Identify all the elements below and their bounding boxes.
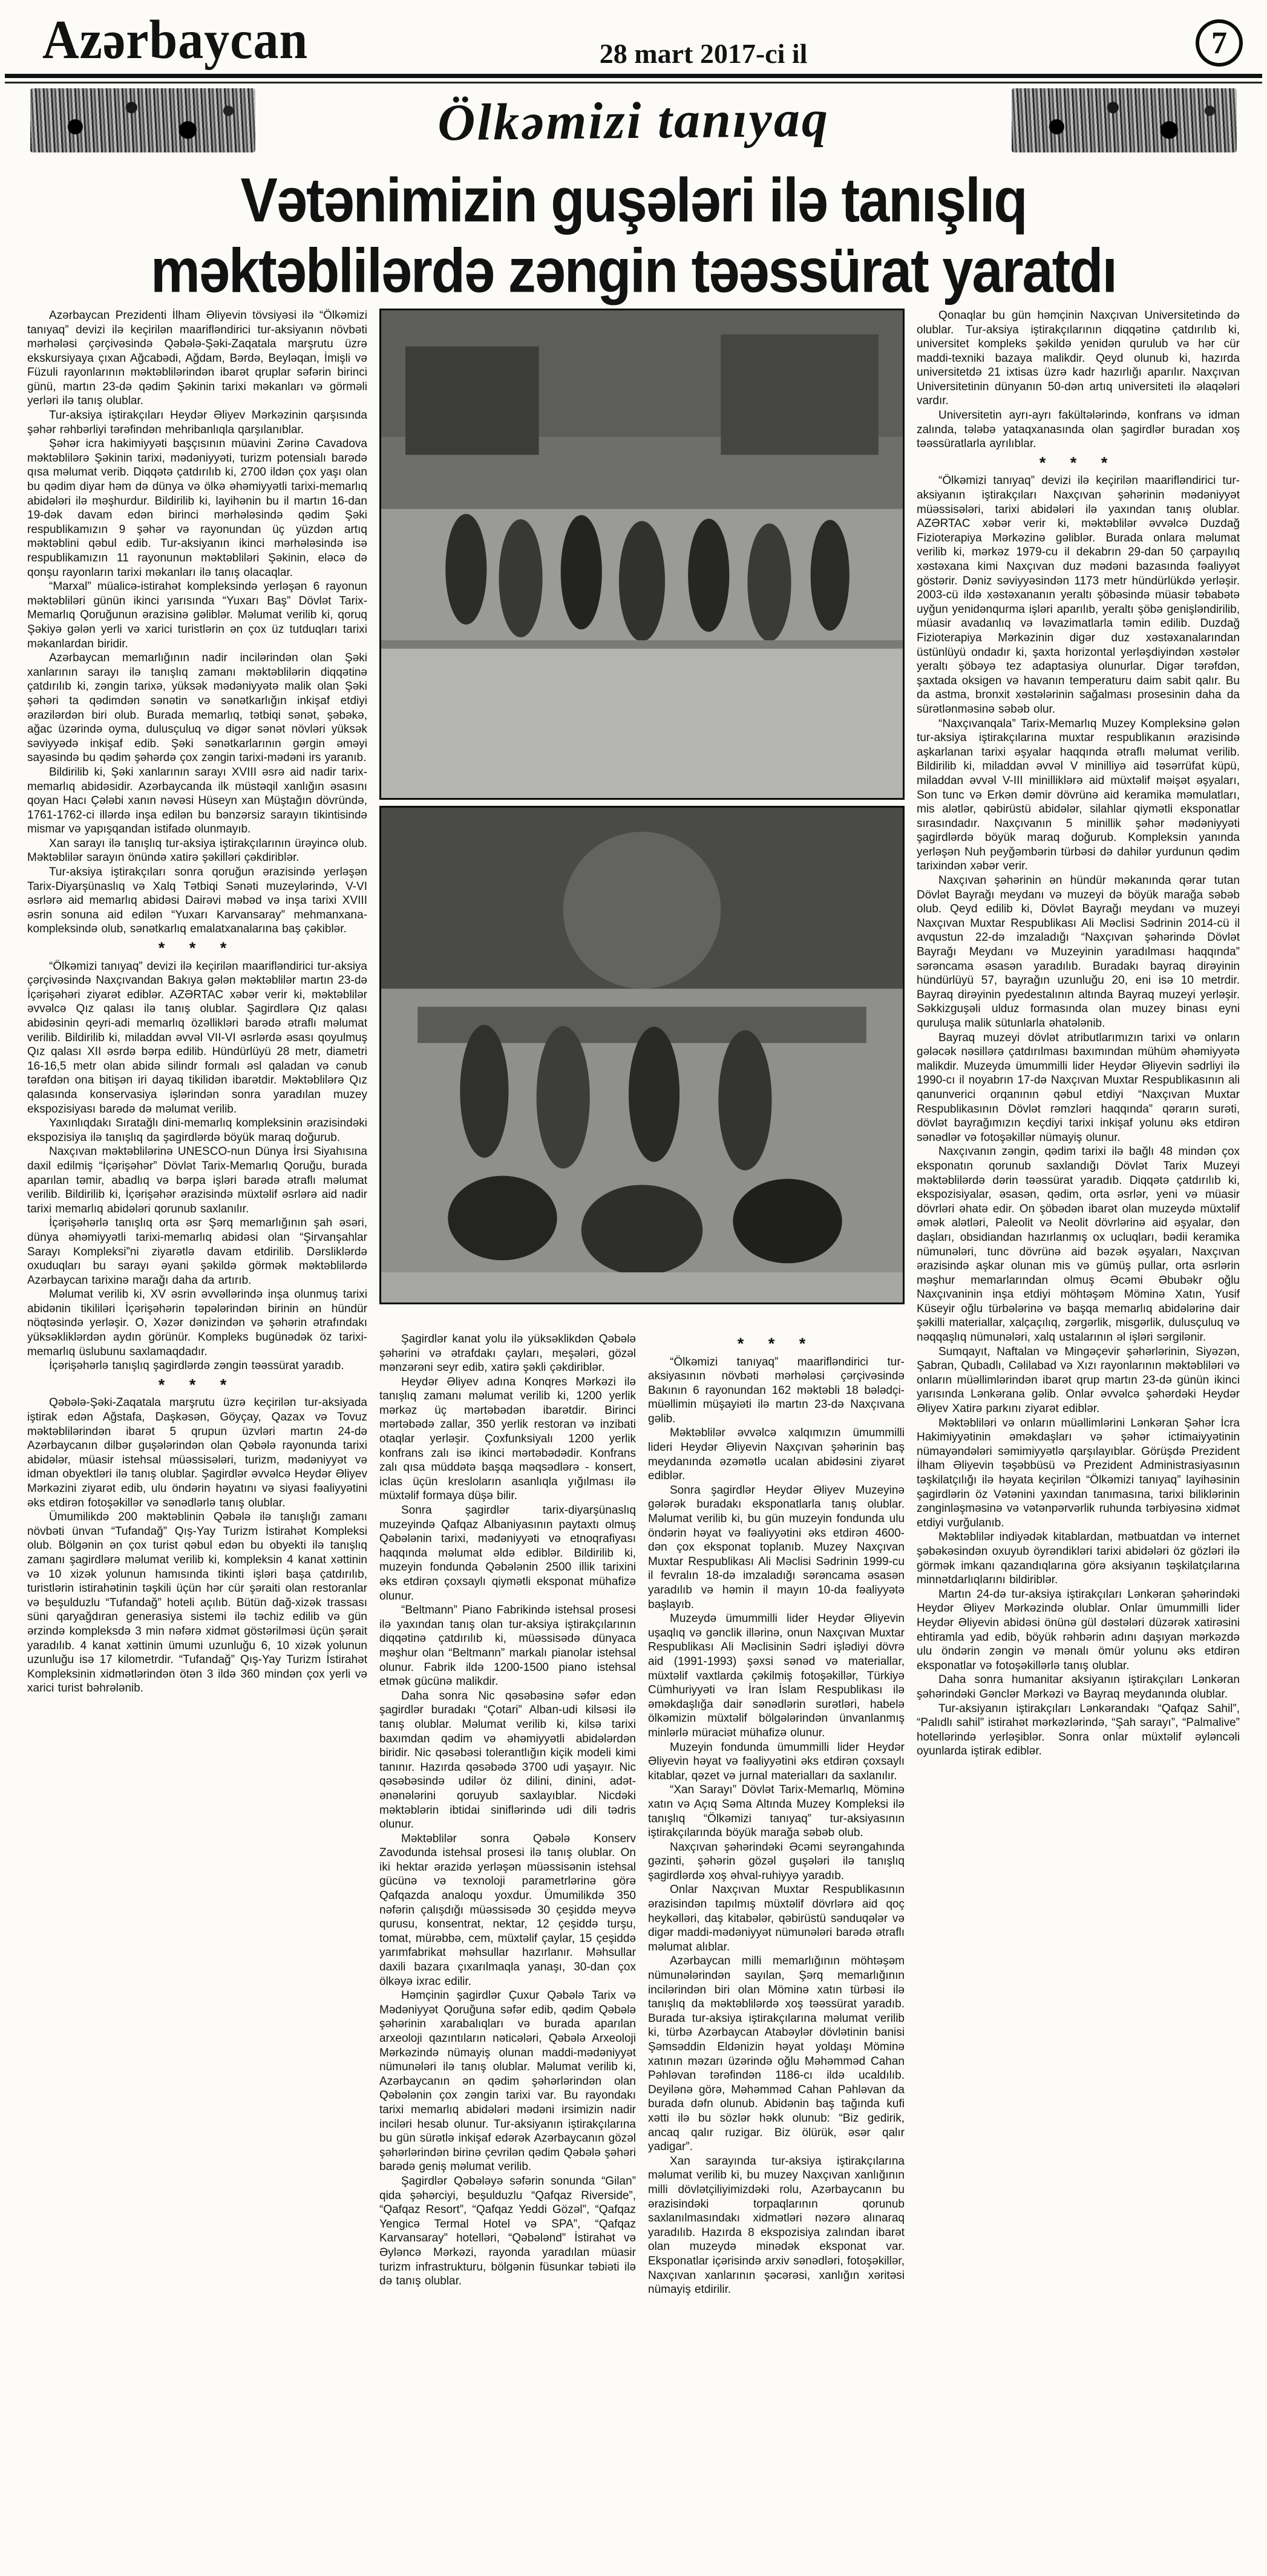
paragraph: Azərbaycan Prezidenti İlham Əliyevin tövsiyəsi ilə “Ölkəmizi tanıyaq” devizi ilə keçirilən maarifləndirici tur-aksiyanın növbəti mərhələsi çərçivəsində Qəbələ-Şəki-Zaqatala marşrutu üzrə ekskursiyaya çıxan Ağcabədi, Ağdam, Bərdə, Beyləqan, İmişli və Füzuli rayonlarının məktəblilərindən ibarət qruplar səfərin birinci günü, martın 23-də qədim Şəkinin tarixi məkanları və görməli yerləri ilə tanış olublar. [27, 309, 367, 408]
photo-crowd-walking-image [381, 310, 903, 798]
issue-date: 28 mart 2017-ci il [599, 38, 808, 69]
paragraph: Sonra şagirdlər Heydər Əliyev Muzeyinə gələrək buradakı eksponatlarla tanış olublar. Məlumat verilib ki, bu gün muzeyin fondunda ulu öndərin həyat və fəaliyyətini əks etdirən 4600-dən çox eksponat toplanıb. Muzey Naxçıvan Muxtar Respublikası Ali Məclisi Sədrinin 1999-cu il fevralın 18-də imzaladığı sərəncama əsasən yaradılıb və həmin il mayın 10-da fəaliyyətə başlayıb. [648, 1483, 905, 1611]
paragraph: Xan sarayı ilə tanışlıq tur-aksiya iştirakçılarının ürəyincə olub. Məktəblilər sarayın önündə xatirə şəkilləri çəkdiriblər. [27, 837, 367, 865]
banner-title: Ölkəmizi tanıyaq [437, 89, 830, 152]
paragraph: Naxçıvan şəhərinin ən hündür məkanında qərar tutan Dövlət Bayrağı meydanı və muzeyi də böyük marağa səbəb olub. Qeyd edilib ki, Dövlət Bayrağı meydanı və muzeyi Naxçıvan Muxtar Respublikası Ali Məclisi Sədrinin 2014-cü il avqustun 22-də imzaladığı “Naxçıvan şəhərində Dövlət Bayrağı Meydanı və Muzeyinin yaradılması haqqında” sərəncama əsasən yaradılıb. Buradakı bayraq dirəyinin hündürlüyü 57, bayrağın uzunluğu 20, eni isə 10 metrdir. Bayraq dirəyinin pyedestalının altında Bayraq muzeyi yerləşir. Səkkizguşəli ulduz formasında olan muzey binası eyni quruluşa malik sütunlarla əhatələnib. [917, 874, 1240, 1030]
banner-engraving-right [1012, 88, 1237, 152]
text-column-3 [648, 1332, 905, 2297]
paragraph: Tur-aksiyanın iştirakçıları Lənkərandakı “Qafqaz Sahil”, “Palıdlı sahil” istirahət mərkəzlərində, “Şah sarayı”, “Palmalive” hotellərində yerləşiblər. Sonra onlar müxtəlif əyləncəli oyunlarda iştirak ediblər. [917, 1702, 1240, 1758]
paragraph: Həmçinin şagirdlər Çuxur Qəbələ Tarix və Mədəniyyət Qoruğuna səfər edib, qədim Qəbələ şəhərinin xarabalıqları və burada aparılan arxeoloji qazıntıların nəticələri, Qəbələ Arxeoloji Mərkəzində nümayiş olunan maddi-mədəniyyət nümunələri ilə tanış olublar. Məlumat verilib ki, Azərbaycanın ən qədim şəhərlərindən olan Qəbələnin çox zəngin tarixi var. Bu rayondakı tarixi memarlıq abidələri mədəni irsimizin nadir inciləri hesab olunur. Tur-aksiyanın iştirakçılarına bu gün sürətlə inkişaf edərək Azərbaycanın gözəl şəhərlərindən birinə çevrilən qədim Qəbələ şəhəri barədə geniş məlumat verilib. [379, 1989, 636, 2174]
paragraph: Azərbaycan memarlığının nadir incilərindən olan Şəki xanlarının sarayı ilə tanışlıq zamanı məktəblilərin diqqətinə çatdırılıb ki, zəngin tarixə, yüksək mədəniyyətə malik olan Şəki şəhəri ta qədimdən sənətin və sənətkarlığın inkişaf etdiyi ərazilərdən biri olub. Burada memarlıq, tətbiqi sənət, şəbəkə, ağac üzərində oyma, dulusçuluq və digər sənət növləri yüksək səviyyədə inkişaf edib. Şəki sənətkarlarının gərgin əməyi sayəsində bu qədim şəhərdə çox zəngin tarixi-mədəni irs yaranıb. [27, 652, 367, 765]
paragraph: “Ölkəmizi tanıyaq” maarifləndirici tur-aksiyasının növbəti mərhələsi çərçivəsində Bakının 6 rayonundan 162 məktəbli 18 bələdçi-müəllimin müşayiəti ilə martın 23-də Naxçıvana gəlib. [648, 1355, 905, 1425]
headline-line-2: məktəblilərdə zəngin təəssürat yaratdı [151, 236, 1116, 306]
banner-engraving-left [30, 88, 255, 152]
paragraph: Tur-aksiya iştirakçıları sonra qoruğun ərazisində yerləşən Tarix-Diyarşünaslıq və Xalq Tətbiqi Sənəti muzeylərində, V-VI əsrlərə aid memarlıq abidəsi Dairəvi məbəd və inşa tarixi XVIII əsrin sonuna aid edilən “Yuxarı Karvansaray” mehmanxana-kompleksində olub, sənətkarlıq emalatxanalarına baş çəkiblər. [27, 866, 367, 936]
section-separator: * * * [1039, 453, 1118, 472]
paragraph: Şagirdlər kanat yolu ilə yüksəklikdən Qəbələ şəhərini və ətrafdakı çayları, meşələri, gözəl mənzərəni seyr edib, xatirə şəkli çəkdiriblər. [379, 1332, 636, 1375]
section-separator: * * * [737, 1334, 816, 1353]
article-headline [18, 166, 1249, 307]
paragraph: Xan sarayında tur-aksiya iştirakçılarına məlumat verilib ki, bu muzey Naxçıvan xanlığının milli dövlətçiliyimizdəki rolu, Azərbaycanın bu ərazisindəki torpaqlarının qorunub saxlanılmasındakı xidmətləri nəzərə alınaraq yaradılıb. Hazırda 8 ekspozisiya zalından ibarət olan muzeydə minədək eksponat var. Eksponatlar içərisində arxiv sənədləri, fotoşəkillər, Naxçıvan xanlarının şəcərəsi, xanlığın xəritəsi nümayiş etdirilir. [648, 2154, 905, 2296]
paragraph: Heydər Əliyev adına Konqres Mərkəzi ilə tanışlıq zamanı məlumat verilib ki, 1200 yerlik mərkəz üç mərtəbədən ibarətdir. Birinci mərtəbədə zallar, 350 yerlik restoran və inzibati otaqlar yerləşir. Çoxfunksiyalı 1200 yerlik konfrans zalı isə ikinci mərtəbədədir. Konfrans zalı qısa müddətə başqa məqsədlərə - konsert, iclas üçün kresloların asanlıqla yığılması ilə müxtəlif formaya düşə bilir. [379, 1375, 636, 1503]
paragraph: Sonra şagirdlər tarix-diyarşünaslıq muzeyində Qafqaz Albaniyasının paytaxtı olmuş Qəbələnin tarixi, mədəniyyəti və etnoqrafiyası haqqında məlumat əldə ediblər. Bildirilib ki, muzeyin fondunda Qəbələnin 2500 illik tarixini əks etdirən çoxsaylı qiymətli eksponat mühafizə olunur. [379, 1504, 636, 1603]
text-column-2 [379, 1332, 636, 2297]
page-number-badge [1196, 19, 1243, 67]
paragraph: Bayraq muzeyi dövlət atributlarımızın tarixi və onların gələcək nəsillərə çatdırılması baxımından mühüm əhəmiyyətə malikdir. Muzeydə ümummilli lider Heydər Əliyevin sədrliyi ilə 1990-cı il noyabrın 17-də Naxçıvan Muxtar Respublikasının ali qanunverici orqanının qəbul etdiyi “Naxçıvan Muxtar Respublikasının Dövlət rəmzləri haqqında” qərarın surəti, dövlət bayrağımızın keçdiyi tarixi inkişaf yolunu əks etdirən sənədlər və fotoşəkillər nümayiş olunur. [917, 1031, 1240, 1144]
newspaper-title: Azərbaycan [42, 9, 309, 71]
paragraph: Şagirdlər Qəbələyə səfərin sonunda “Gilan” qida şəhərciyi, beşulduzlu “Qafqaz Riverside”, “Qafqaz Resort”, “Qafqaz Yeddi Gözəl”, “Qafqaz Yengicə Termal Hotel və SPA”, “Qafqaz Karvansaray” hotelləri, “Qəbələnd” İstirahət və Əyləncə Mərkəzi, rayonda yaradılan müasir turizm infrastrukturu, bölgənin füsunkar təbiəti ilə də tanış olublar. [379, 2174, 636, 2288]
paragraph: “Xan Sarayı” Dövlət Tarix-Memarlıq, Möminə xatın və Açıq Səma Altında Muzey Kompleksi ilə tanışlıq “Ölkəmizi tanıyaq” tur-aksiyasının iştirakçılarında böyük marağa səbəb olub. [648, 1783, 905, 1840]
paragraph: “Ölkəmizi tanıyaq” devizi ilə keçirilən maarifləndirici tur-aksiya çərçivəsində Naxçıvandan Bakıya gələn məktəblilər martın 23-də İçərişəhəri ziyarət ediblər. AZƏRTAC xəbər verir ki, məktəblilər əvvəlcə Qız qalası ilə tanış olublar. Şagirdlərə Qız qalası abidəsinin qeyri-adi memarlıq özəllikləri barədə ətraflı məlumat verilib. Bildirilib ki, miladdan əvvəl VII-VI əsrlərdə əsası qoyulmuş Qız qalası XII əsrdə bərpa edilib. Hündürlüyü 28 metr, diametri 16-16,5 metr olan abidə silindr formalı əsl qaladan və cənub tərəfdən ona bitişən iri dayaq tikilidən ibarətdir. Məktəblilərə Qız qalasında konservasiya işlərindən sonra yaradılan muzey ekspozisiyası barədə də məlumat verilib. [27, 959, 367, 1116]
paragraph: Məktəblilər sonra Qəbələ Konserv Zavodunda istehsal prosesi ilə tanış olublar. On iki hektar ərazidə yerləşən müəssisənin istehsal gücünə və texnoloji parametrlərinə görə Qafqazda analoqu yoxdur. Ümumilikdə 350 nəfərin çalışdığı müəssisədə 30 çeşiddə meyvə qurusu, konsentrat, nektar, 12 çeşiddə turşu, tomat, mürəbbə, cem, müxtəlif çaylar, 15 çeşiddə yarımfabrikat məhsullar hazırlanır. Məhsullar daxili bazara çıxarılmaqla yanaşı, 30-dan çox ölkəyə ixrac edilir. [379, 1832, 636, 1988]
paragraph: “Ölkəmizi tanıyaq” devizi ilə keçirilən maarifləndirici tur-aksiyanın iştirakçıları Naxçıvan şəhərinin mədəniyyət müəssisələri, tarixi abidələri ilə yaxından tanış olublar. AZƏRTAC xəbər verir ki, məktəblilər əvvəlcə Duzdağ Fizioterapiya Mərkəzinə gəliblər. Burada onlara məlumat verilib ki, mərkəz 1979-cu il dekabrın 29-dan 50 çarpayılıq xəstəxana kimi Naxçıvan duz mədəni bazasında fəaliyyət göstərir. Dəniz səviyyəsindən 1173 metr hündürlükdə yerləşir. 2003-cü ildə xəstəxananın yeraltı şöbəsində müasir təbabətə uyğun yenidənqurma işləri aparılıb, yeraltı şöbə genişləndirilib, müasir avadanlıq və ləvazimatlarla təmin edilib. Duzdağ Fizioterapiya Mərkəzinin digər duz xəstəxanalarından üstünlüyü ondadır ki, şaxta horizontal yerləşdiyindən xəstələr yeraltı şöbəyə tez adaptasiya olunurlar. Digər tərəfdən, şaxtada oksigen və havanın temperaturu daim sabit qalır. Bu da astma, bronxit xəstələrinin sağalması prosesinin daha da sürətlənməsinə səbəb olur. [917, 474, 1240, 716]
paragraph: Şəhər icra hakimiyyəti başçısının müavini Zərinə Cavadova məktəblilərə Şəkinin tarixi, mədəniyyəti, turizm potensialı barədə qısa məlumat verib. Diqqətə çatdırılıb ki, 2700 ildən çox yaşı olan bu qədim diyar həm də dünya və ölkə əhəmiyyətli tarixi-memarlıq abidələri ilə məşhurdur. Bildirilib ki, layihənin bu il martın 16-dan 19-dək davam edən birinci mərhələsində qədim Şəki respublikamızın 9 şəhər və rayonundan üç yüzdən artıq məktəblini qəbul edib. Tur-aksiyanın ikinci mərhələsində isə respublikamızın 11 rayonunun məktəbliləri Şəkinin, eləcə də qonşu rayonların tarixi məkanları ilə tanış olacaqlar. [27, 437, 367, 579]
page-header [0, 0, 1267, 71]
paragraph: Muzeyin fondunda ümummilli lider Heydər Əliyevin həyat və fəaliyyətini əks etdirən çoxsaylı kitablar, qəzet və jurnal materialları da saxlanılır. [648, 1741, 905, 1782]
paragraph: Universitetin ayrı-ayrı fakültələrində, konfrans və idman zalında, tələbə yataqxanasında olan şagirdlər buradan xoş təəssüratlarla ayrılıblar. [917, 409, 1240, 451]
paragraph: Tur-aksiya iştirakçıları Heydər Əliyev Mərkəzinin qarşısında şəhər rəhbərliyi tərəfindən mehribanlıqla qarşılanıblar. [27, 409, 367, 436]
paragraph: Məktəblilər əvvəlcə xalqımızın ümummilli lideri Heydər Əliyevin Naxçıvan şəhərinin baş meydanında əzəmətlə ucalan abidəsini ziyarət ediblər. [648, 1427, 905, 1483]
paragraph: Azərbaycan milli memarlığının möhtəşəm nümunələrindən sayılan, Şərq memarlığının incilərindən biri olan Möminə xatın türbəsi ilə tanışlıq da məktəblilərdə xoş təəssürat yaradıb. Burada tur-aksiya iştirakçılarına məlumat verilib ki, türbə Azərbaycan Atabəylər dövlətinin banisi Şəmsəddin Eldənizin həyat yoldaşı Möminə xatının məzarı üzərində oğlu Məhəmməd Cahan Pəhləvan tərəfindən 1186-cı ildə ucaldılıb. Deyilənə görə, Məhəmməd Cahan Pəhləvan da burada dəfn olunub. Abidənin baş tağında kufi xətti ilə bu sözlər həkk olunub: “Biz gedirik, ancaq qalır ruzigar. Biz ölürük, əsər qalır yadigar”. [648, 1955, 905, 2154]
paragraph: “Marxal” müalicə-istirahət kompleksində yerləşən 6 rayonun məktəbliləri günün ikinci yarısında “Yuxarı Baş” Dövlət Tarix-Memarlıq Qoruğunun ərazisinə gəliblər. Məlumat verilib ki, qoruq Şəkiyə gələn yerli və xarici turistlərin ən çox üz tutduqları tarixi məkanlardan biridir. [27, 580, 367, 650]
paragraph: Naxçıvan şəhərindəki Əcəmi seyrəngahında gəzinti, şəhərin gözəl guşələri ilə tanışlıq şagirdlərdə xoş əhval-ruhiyyə yaradıb. [648, 1840, 905, 1882]
section-banner [30, 85, 1237, 156]
paragraph: İçərişəhərlə tanışlıq şagirdlərdə zəngin təəssürat yaradıb. [49, 1359, 344, 1373]
paragraph: “Beltmann” Piano Fabrikində istehsal prosesi ilə yaxından tanış olan tur-aksiya iştirakçılarının diqqətinə çatdırılıb ki, müəssisədə dünyaca məşhur olan “Beltmann” markalı pianolar istehsal olunur. Fabrik ildə 1200-1500 piano istehsal etmək gücünə malikdir. [379, 1604, 636, 1688]
paragraph: Onlar Naxçıvan Muxtar Respublikasının ərazisindən tapılmış müxtəlif dövrlərə aid qoç heykəlləri, daş kitabələr, qəbirüstü sənduqələr və digər maddi-mədəniyyət nümunələri barədə ətraflı məlumat alıblar. [648, 1883, 905, 1953]
paragraph: Sumqayıt, Naftalan və Mingəçevir şəhərlərinin, Siyəzən, Şabran, Qubadlı, Cəlilabad və Xızı rayonlarının məktəbliləri və onların müəllimlərindən ibarət qrup martın 23-də günün ikinci yarısında Lənkərana gəlib. Onlar əvvəlcə şəhərdəki Heydər Əliyev Xatirə parkını ziyarət ediblər. [917, 1345, 1240, 1416]
article-body [27, 309, 1240, 2297]
paragraph: Daha sonra humanitar aksiyanın iştirakçıları Lənkəran şəhərindəki Gənclər Mərkəzi və Bayraq meydanında olublar. [917, 1673, 1240, 1701]
photo-museum-interior [379, 806, 905, 1304]
paragraph: Bildirilib ki, Şəki xanlarının sarayı XVIII əsrə aid nadir tarix-memarlıq abidəsidir. Azərbaycanda ilk müstəqil xanlığın əsasını qoyan Hacı Çələbi xanın nəvəsi Hüseyn xan Müştağın dövründə, 1761-1762-ci illərdə inşa edilən bu bənzərsiz sarayın tikintisində mismar və yapışqandan istifadə olunmayıb. [27, 765, 367, 836]
paragraph: Naxçıvan məktəblilərinə UNESCO-nun Dünya İrsi Siyahısına daxil edilmiş “İçərişəhər” Dövlət Tarix-Memarlıq Qoruğu, burada aparılan təmir, abadlıq və bərpa işləri barədə ətraflı məlumat verilib. Bildirilib ki, İçərişəhər ərazisində müxtəlif əsrlərə aid nadir tarixi memarlıq abidələri qorunub saxlanılır. [27, 1145, 367, 1215]
headline-line-1: Vətənimizin guşələri ilə tanışlıq [240, 166, 1027, 235]
paragraph: Martın 24-də tur-aksiya iştirakçıları Lənkəran şəhərindəki Heydər Əliyev Mərkəzində olublar. Onlar ümummilli lider Heydər Əliyevin abidəsi önünə gül dəstələri düzərək xatirəsini ehtiramla yad edib, böyük rəhbərin adını daşıyan mərkəzdə ulu öndərin zəngin və mənalı ömür yolunu əks etdirən eksponatlar və fotoşəkillərlə tanış olublar. [917, 1587, 1240, 1672]
photo-block [379, 309, 905, 1316]
paragraph: Naxçıvanın zəngin, qədim tarixi ilə bağlı 48 mindən çox eksponatın qorunub saxlandığı Dövlət Tarix Muzeyi məktəblilərdə dərin təəssürat yaradıb. Diqqətə çatdırılıb ki, ekspozisiyalar, əsasən, qədim, orta əsrlər, yeni və müasir dövrləri əhatə edir. On şöbədən ibarət olan muzeydə müxtəlif əmək alətləri, Paleolit və Neolit dövrlərinə aid əşyalar, dən daşları, obsidiandan hazırlanmış ox ucluqları, bədii keramika nümunələri, tunc dövrünə aid bəzək əşyaları, Naxçıvan ərazisində aşkar olunan mis və gümüş pullar, orta əsrlərin məşhur memarlarından olmuş Əcəmi Əbubəkr oğlu Naxçıvaninin inşa etdiyi möhtəşəm Möminə Xatın, Yusif Küseyir oğlu türbələrinə və başqa memarlıq abidələrinə dair şəkilli materiallar, xalçaçılıq, zərgərlik, misgərlik, dulusçuluq və nəqqaşlıq nümunələri, xalq ustalarının əl işləri sərgilənir. [917, 1145, 1240, 1344]
text-column-4 [917, 309, 1240, 2297]
photo-crowd-walking [379, 309, 905, 800]
paragraph: Ümumilikdə 200 məktəblinin Qəbələ ilə tanışlığı zamanı növbəti ünvan “Tufandağ” Qış-Yay Turizm İstirahət Kompleksi olub. Bölgənin ən çox turist qəbul edən bu obyekti ilə tanışlıq zamanı şagirdlərə məlumat verilib ki, kompleksin 4 kanat xəttinin və 10 xizək yolunun hamısında tikinti işləri başa çatdırılıb, turistlərin istirahətinin təşkili üçün hər cür şəraiti olan restoranlar və beşulduzlu “Tufandağ” hoteli açılıb. Bütün dağ-xizək trassası süni qaryağdıran generasiya sistemi ilə təchiz edilib və gün ərzində kompleksdə 3 min nəfərə xidmət göstərilməsi üçün şərait yaradılıb. 4 kanat xəttinin ümumi uzunluğu 6, 10 xizək yolunun uzunluğu isə 17 kilometrdir. “Tufandağ” Qış-Yay Turizm İstirahət Kompleksinin xidmətlərindən ötən 3 ildə 360 mindən çox yerli və xarici turist bəhrələnib. [27, 1511, 367, 1695]
header-divider-rule [5, 74, 1262, 83]
paragraph: Məktəblilər indiyədək kitablardan, mətbuatdan və internet şəbəkəsindən oxuyub öyrəndikləri tarixi abidələri öz gözləri ilə görmək imkanı qazandıqlarına görə aksiyanın təşkilatçılarına minnətdarlıqlarını bildiriblər. [917, 1531, 1240, 1587]
paragraph: Qəbələ-Şəki-Zaqatala marşrutu üzrə keçirilən tur-aksiyada iştirak edən Ağstafa, Daşkəsən, Göyçay, Qazax və Tovuz məktəblilərindən ibarət 5 qrupun üzvləri martın 24-də Azərbaycanın dilbər guşələrindən olan Qəbələ rayonunda tarixi abidələr, müasir istehsal müəssisələri, turizm, mədəniyyət və idman obyektləri ilə tanış olublar. Şagirdlər əvvəlcə Heydər Əliyev Mərkəzini ziyarət edib, ulu öndərin həyatını və siyasi fəaliyyətini əks etdirən fotoşəkillər və sənədlərlə tanış olublar. [27, 1396, 367, 1509]
paragraph: İçərişəhərlə tanışlıq orta əsr Şərq memarlığının şah əsəri, dünya əhəmiyyətli tarixi-memarlıq abidəsi olan “Şirvanşahlar Sarayı Kompleksi”ni ziyarətlə davam etdirilib. Dərsliklərdə oxuduqları bu sarayı əyani şəkildə görmək məktəblilərdə Azərbaycan tarixinə marağı daha da artırıb. [27, 1217, 367, 1287]
paragraph: Məktəbliləri və onların müəllimlərini Lənkəran Şəhər İcra Hakimiyyətinin əməkdaşları və şəhər ictimaiyyətinin nümayəndələri səmimiyyətlə qarşılayıblar. Görüşdə Prezident İlham Əliyevin təşəbbüsü və Prezident Administrasiyasının təşkilatçılığı ilə həyata keçirilən “Ölkəmizi tanıyaq” layihəsinin şagirdlərin öz Vətənini yaxından tanımasına, tarixi biliklərinin zənginləşməsinə və vətənpərvərlik ruhunda tərbiyəsinə xidmət etdiyi vurğulanıb. [917, 1416, 1240, 1529]
page-number: 7 [1211, 25, 1227, 60]
paragraph: Qonaqlar bu gün həmçinin Naxçıvan Universitetində də olublar. Tur-aksiya iştirakçılarının diqqətinə çatdırılıb ki, universitet kompleks şəkildə yenidən qurulub və hər cür maddi-texniki bazaya malikdir. Qeyd olunub ki, hazırda universitetdə 21 ixtisas üzrə kadr hazırlığı aparılır. Naxçıvan Universitetinin dünyanın 50-dən artıq universiteti ilə əlaqələri vardır. [917, 309, 1240, 408]
paragraph: “Naxçıvanqala” Tarix-Memarlıq Muzey Kompleksinə gələn tur-aksiya iştirakçılarına muxtar respublikanın ərazisində aşkarlanan tarixi əşyalar haqqında ətraflı məlumat verilib. Bildirilib ki, miladdan əvvəl V minilliyə aid təsərrüfat küpü, miladdan əvvəl V-III minilliklərə aid müxtəlif məişət əşyaları, Son tunc və Erkən dəmir dövrünə aid keramika məmulatları, mis alətlər, qəbirüstü abidələr, silahlar qiymətli eksponatlar sırasındadır. Naxçıvanın 5 minillik şəhər mədəniyyəti şagirdlərdə böyük maraq doğurub. Kompleksin yanında yerləşən Nuh peyğəmbərin türbəsi də dahilər yurdunun qədim tarixindən xəbər verir. [917, 717, 1240, 873]
paragraph: Muzeydə ümummilli lider Heydər Əliyevin uşaqlıq və gənclik illərinə, onun Naxçıvan Muxtar Respublikası Ali Məclisinin Sədri işlədiyi dövrə aid (1991-1993) şəxsi sənəd və materiallar, müxtəlif vaxtlarda çəkilmiş fotoşəkillər, Türkiyə Cümhuriyyəti və İran İslam Respublikası ilə əməkdaşlığa dair sənədlərin surətləri, habelə ölkəmizin müxtəlif bölgələrindən ünvanlanmış minlərlə müraciət mühafizə olunur. [648, 1612, 905, 1739]
text-column-1 [27, 309, 367, 2297]
section-separator: * * * [158, 1375, 237, 1394]
paragraph: Yaxınlıqdakı Sıratağlı dini-memarlıq kompleksinin ərazisindəki ekspozisiya ilə tanışlıq da şagirdlərdə böyük maraq doğurub. [27, 1117, 367, 1144]
paragraph: Daha sonra Nic qəsəbəsinə səfər edən şagirdlər buradakı “Çotari” Alban-udi kilsəsi ilə tanış olublar. Məlumat verilib ki, kilsə tarixi baxımdan qədim və əhəmiyyətli abidələrdən biridir. Nic qəsəbəsi tolerantlığın kiçik modeli kimi tanınır. Hazırda qəsəbədə 3700 udi yaşayır. Nic qəsəbəsində udilər öz dilini, dinini, adət-ənənələrini qoruyub saxlayıblar. Nicdəki məktəblərin ibtidai siniflərində udi dili tədris olunur. [379, 1689, 636, 1831]
section-separator: * * * [158, 939, 237, 958]
paragraph: Məlumat verilib ki, XV əsrin əvvəllərində inşa olunmuş tarixi abidənin tikililəri İçərişəhərin təpələrindən birinin ən hündür nöqtəsində yerləşir. O, Xəzər dənizindən və şəhərin ətrafındakı yüksəkliklərdən aydın görünür. Kompleks bugünədək öz tarixi-memarlıq üslubunu saxlamaqdadır. [27, 1288, 367, 1358]
photo-museum-interior-image [381, 808, 903, 1303]
